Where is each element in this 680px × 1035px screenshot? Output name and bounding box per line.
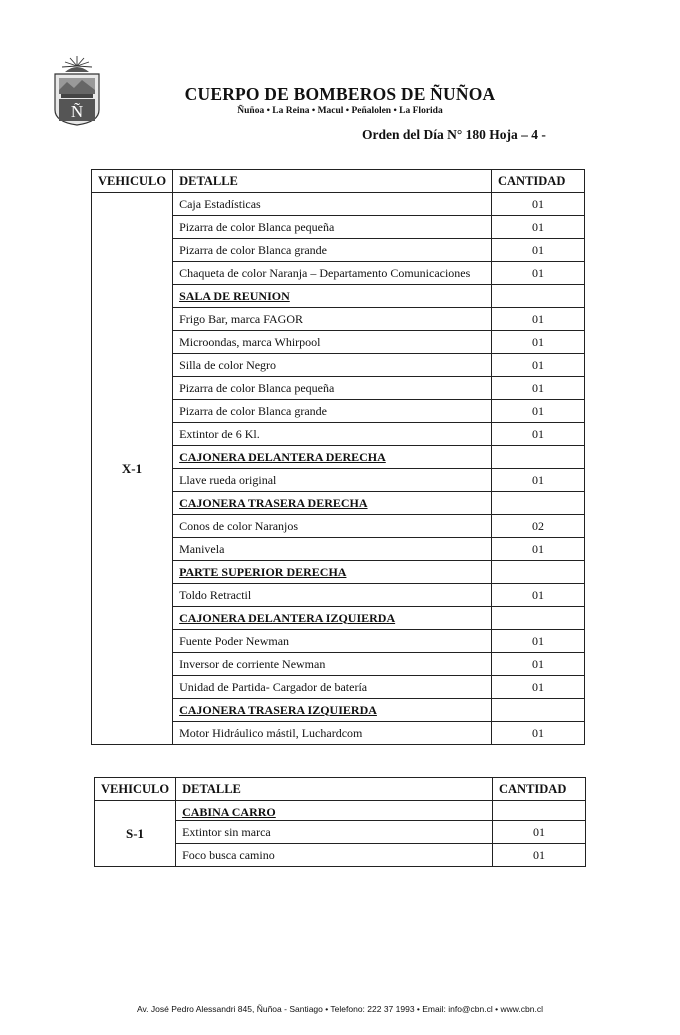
quantity-cell [492, 607, 585, 630]
column-header-quantity: CANTIDAD [492, 170, 585, 193]
quantity-cell [492, 446, 585, 469]
table-header-row [95, 778, 586, 801]
detail-cell: Pizarra de color Blanca grande [173, 400, 492, 423]
section-heading: CAJONERA TRASERA DERECHA [173, 492, 492, 515]
quantity-cell: 01 [492, 262, 585, 285]
column-header-detail: DETALLE [176, 778, 493, 801]
detail-cell: Extintor sin marca [176, 821, 493, 844]
section-heading: CAJONERA DELANTERA DERECHA [173, 446, 492, 469]
quantity-cell: 01 [492, 676, 585, 699]
quantity-cell: 01 [492, 239, 585, 262]
vehicle-cell: X-1 [92, 193, 173, 745]
detail-cell: Silla de color Negro [173, 354, 492, 377]
svg-text:Ñ: Ñ [70, 102, 84, 121]
quantity-cell: 01 [492, 584, 585, 607]
detail-cell: Llave rueda original [173, 469, 492, 492]
quantity-cell: 01 [492, 308, 585, 331]
quantity-cell: 01 [492, 331, 585, 354]
quantity-cell [492, 699, 585, 722]
section-heading: SALA DE REUNION [173, 285, 492, 308]
detail-cell: Fuente Poder Newman [173, 630, 492, 653]
quantity-cell [492, 561, 585, 584]
quantity-cell: 01 [492, 653, 585, 676]
footer-contact-address: Av. José Pedro Alessandri 845, Ñuñoa - Santiago • Telefono: 222 37 1993 • Email: info@cbn.cl • www.cbn.cl [137, 1004, 543, 1014]
detail-cell: Extintor de 6 Kl. [173, 423, 492, 446]
quantity-cell: 01 [493, 844, 586, 867]
quantity-cell [493, 801, 586, 821]
detail-cell: Unidad de Partida- Cargador de batería [173, 676, 492, 699]
inventory-table-s1 [94, 777, 586, 867]
quantity-cell [492, 285, 585, 308]
column-header-quantity: CANTIDAD [493, 778, 586, 801]
detail-cell: Toldo Retractil [173, 584, 492, 607]
quantity-cell: 01 [492, 630, 585, 653]
quantity-cell: 01 [492, 354, 585, 377]
detail-cell: Frigo Bar, marca FAGOR [173, 308, 492, 331]
section-heading: CAJONERA DELANTERA IZQUIERDA [173, 607, 492, 630]
quantity-cell: 01 [493, 821, 586, 844]
organization-title: CUERPO DE BOMBEROS DE ÑUÑOA [184, 84, 496, 104]
section-heading: PARTE SUPERIOR DERECHA [173, 561, 492, 584]
quantity-cell: 02 [492, 515, 585, 538]
quantity-cell: 01 [492, 722, 585, 745]
detail-cell: Pizarra de color Blanca pequeña [173, 377, 492, 400]
quantity-cell: 01 [492, 423, 585, 446]
detail-cell: Caja Estadísticas [173, 193, 492, 216]
table-row [95, 801, 586, 821]
detail-cell: Pizarra de color Blanca pequeña [173, 216, 492, 239]
inventory-table-x1 [91, 169, 585, 745]
table-header-row [92, 170, 585, 193]
column-header-vehicle: VEHICULO [95, 778, 176, 801]
quantity-cell: 01 [492, 193, 585, 216]
column-header-vehicle: VEHICULO [92, 170, 173, 193]
vehicle-cell: S-1 [95, 801, 176, 867]
quantity-cell: 01 [492, 538, 585, 561]
detail-cell: Manivela [173, 538, 492, 561]
quantity-cell: 01 [492, 400, 585, 423]
quantity-cell [492, 492, 585, 515]
quantity-cell: 01 [492, 216, 585, 239]
quantity-cell: 01 [492, 377, 585, 400]
detail-cell: Conos de color Naranjos [173, 515, 492, 538]
section-heading: CABINA CARRO [176, 801, 493, 821]
quantity-cell: 01 [492, 469, 585, 492]
table-row [92, 193, 585, 216]
detail-cell: Pizarra de color Blanca grande [173, 239, 492, 262]
detail-cell: Microondas, marca Whirpool [173, 331, 492, 354]
detail-cell: Motor Hidráulico mástil, Luchardcom [173, 722, 492, 745]
organization-communes: Ñuñoa • La Reina • Macul • Peñalolen • La Florida [237, 106, 443, 116]
detail-cell: Chaqueta de color Naranja – Departamento Comunicaciones [173, 262, 492, 285]
column-header-detail: DETALLE [173, 170, 492, 193]
order-of-the-day-sheet: Orden del Día N° 180 Hoja – 4 - [362, 127, 546, 142]
detail-cell: Inversor de corriente Newman [173, 653, 492, 676]
detail-cell: Foco busca camino [176, 844, 493, 867]
section-heading: CAJONERA TRASERA IZQUIERDA [173, 699, 492, 722]
